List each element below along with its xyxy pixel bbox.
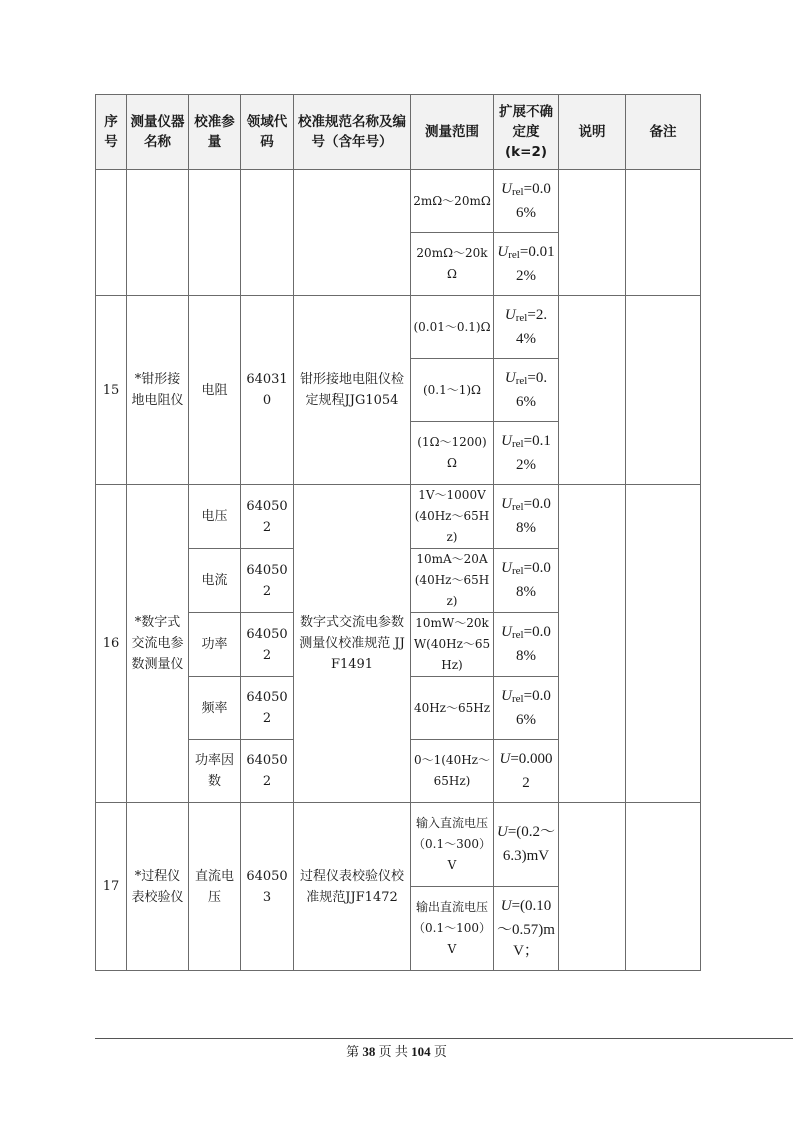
note-cell [559, 803, 626, 971]
seq-cell: 17 [96, 803, 127, 971]
range-cell: 10mA～20A(40Hz～65Hz) [411, 549, 494, 613]
header-row [96, 95, 701, 170]
param-cell: 频率 [189, 677, 241, 740]
header-seq: 序号 [96, 95, 127, 170]
range-cell: 0～1(40Hz～65Hz) [411, 740, 494, 803]
spec-cell: 过程仪表校验仪校准规范JJF1472 [294, 803, 411, 971]
page-footer [0, 1041, 793, 1060]
uncertainty-label: 扩展不确定度 [499, 104, 553, 140]
cont-code-cell [241, 170, 294, 296]
range-cell: (0.01～0.1)Ω [411, 296, 494, 359]
uncertainty-cell: $U_{rel}=0.012\%$ [494, 233, 559, 296]
total-page-number: 104 [411, 1044, 431, 1059]
instrument-cell: *过程仪表校验仪 [127, 803, 189, 971]
uncertainty-cell: U=0.0002 [494, 740, 559, 803]
code-cell: 640502 [241, 740, 294, 803]
param-cell: 功率因数 [189, 740, 241, 803]
range-cell: 40Hz～65Hz [411, 677, 494, 740]
spec-cell: 数字式交流电参数测量仪校准规范 JJF1491 [294, 485, 411, 803]
uncertainty-cell: $U_{rel}=0.08\%$ [494, 485, 559, 549]
header-code: 领域代码 [241, 95, 294, 170]
param-cell: 电阻 [189, 296, 241, 485]
uncertainty-cell: U=(0.2～6.3)mV [494, 803, 559, 887]
footer-prefix: 第 [346, 1044, 360, 1059]
uncertainty-k-label: (k=2) [504, 144, 548, 160]
uncertainty-cell: $U_{rel}=0.08\%$ [494, 549, 559, 613]
param-cell: 直流电压 [189, 803, 241, 971]
table-row [96, 803, 701, 887]
range-cell: (1Ω～1200)Ω [411, 422, 494, 485]
cont-remark-cell [626, 170, 701, 296]
param-cell: 电流 [189, 549, 241, 613]
seq-cell: 15 [96, 296, 127, 485]
table-row [96, 296, 701, 359]
range-cell: 输入直流电压（0.1～300）V [411, 803, 494, 887]
code-cell: 640502 [241, 549, 294, 613]
param-cell: 电压 [189, 485, 241, 549]
header-note: 说明 [559, 95, 626, 170]
range-cell: 2mΩ～20mΩ [411, 170, 494, 233]
uncertainty-cell: $U_{rel}=0.06\%$ [494, 677, 559, 740]
uncertainty-cell: $U_{rel}=0.08\%$ [494, 613, 559, 677]
range-cell: 20mΩ～20kΩ [411, 233, 494, 296]
header-instrument: 测量仪器名称 [127, 95, 189, 170]
seq-cell: 16 [96, 485, 127, 803]
uncertainty-cell: $U_{rel}=0.06\%$ [494, 170, 559, 233]
table-row [96, 170, 701, 233]
note-cell [559, 485, 626, 803]
code-cell: 640502 [241, 613, 294, 677]
range-cell: (0.1～1)Ω [411, 359, 494, 422]
uncertainty-cell: $U_{rel}=0.6\%$ [494, 359, 559, 422]
range-cell: 输出直流电压（0.1～100）V [411, 887, 494, 971]
footer-divider [95, 1038, 793, 1039]
code-cell: 640310 [241, 296, 294, 485]
uncertainty-cell: $U_{rel}=0.12\%$ [494, 422, 559, 485]
cont-param-cell [189, 170, 241, 296]
param-cell: 功率 [189, 613, 241, 677]
remark-cell [626, 296, 701, 485]
cont-note-cell [559, 170, 626, 296]
current-page-number: 38 [362, 1044, 376, 1059]
header-spec: 校准规范名称及编号（含年号） [294, 95, 411, 170]
remark-cell [626, 803, 701, 971]
instrument-cell: *钳形接地电阻仪 [127, 296, 189, 485]
table-row [96, 485, 701, 549]
header-param: 校准参量 [189, 95, 241, 170]
header-remark: 备注 [626, 95, 701, 170]
calibration-table [95, 94, 701, 971]
remark-cell [626, 485, 701, 803]
cont-instrument-cell [127, 170, 189, 296]
footer-middle: 页 共 [378, 1044, 408, 1059]
instrument-cell: *数字式交流电参数测量仪 [127, 485, 189, 803]
code-cell: 640502 [241, 677, 294, 740]
uncertainty-cell: $U_{rel}=2.4\%$ [494, 296, 559, 359]
footer-suffix: 页 [433, 1044, 447, 1059]
header-uncertainty [494, 95, 559, 170]
uncertainty-cell: U=(0.10～0.57)mV； [494, 887, 559, 971]
spec-cell: 钳形接地电阻仪检定规程JJG1054 [294, 296, 411, 485]
code-cell: 640503 [241, 803, 294, 971]
note-cell [559, 296, 626, 485]
range-cell: 10mW～20kW(40Hz～65Hz) [411, 613, 494, 677]
code-cell: 640502 [241, 485, 294, 549]
cont-seq-cell [96, 170, 127, 296]
range-cell: 1V～1000V(40Hz～65Hz) [411, 485, 494, 549]
cont-spec-cell [294, 170, 411, 296]
header-range: 测量范围 [411, 95, 494, 170]
